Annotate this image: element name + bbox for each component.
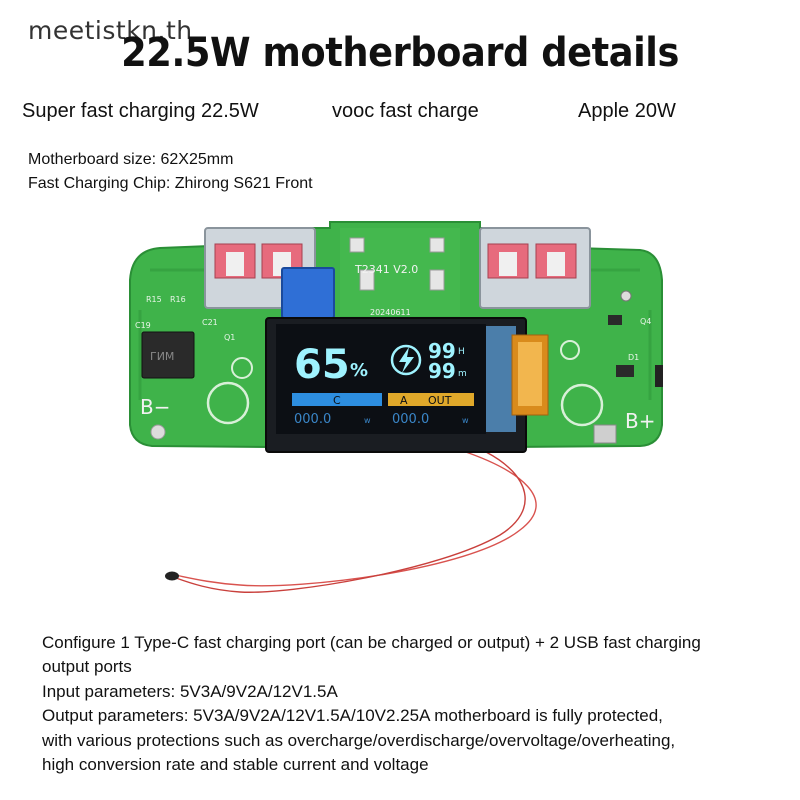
port-a-power: 000.0	[392, 412, 430, 427]
time-minutes: 99	[428, 359, 456, 383]
ic-chip-marking: ГИМ	[150, 350, 175, 363]
feature-vooc: vooc fast charge	[332, 100, 479, 122]
watermark-text: meetistkn.th	[28, 16, 193, 45]
silk-d1: D1	[628, 353, 640, 362]
transistor	[616, 365, 634, 377]
motherboard-illustration	[0, 200, 800, 620]
description-line: output ports	[42, 657, 132, 677]
page-title: 22.5W motherboard details	[121, 30, 679, 76]
thermistor-bead	[165, 572, 179, 581]
feature-apple-20w: Apple 20W	[578, 100, 676, 122]
board-date-label: 20240611	[370, 308, 411, 317]
lcd-display	[266, 318, 548, 452]
description-line: with various protections such as overcharge/overdischarge/overvoltage/overheating,	[42, 730, 676, 750]
board-model-label: T2341 V2.0	[355, 263, 419, 276]
thermistor-wire-a	[175, 450, 536, 586]
description-line: high conversion rate and stable current and voltage	[42, 755, 429, 775]
solder-pad-right	[594, 425, 616, 443]
terminal-b-plus: B+	[625, 409, 656, 433]
silk-q4: Q4	[640, 317, 652, 326]
port-c-power-unit: w	[364, 416, 371, 425]
time-hours: 99	[428, 339, 456, 363]
hour-unit: H	[458, 347, 465, 357]
percent-unit: %	[350, 360, 369, 381]
minute-unit: m	[458, 369, 467, 379]
port-c-power: 000.0	[294, 412, 332, 427]
description-block	[42, 631, 782, 777]
usb-port-right	[480, 228, 590, 308]
description-line: Configure 1 Type-C fast charging port (can be charged or output) + 2 USB fast charging	[42, 633, 701, 652]
port-a-label: A	[400, 394, 408, 407]
solder-pad-left	[151, 425, 165, 439]
battery-percent: 65	[294, 342, 350, 388]
silk-q1: Q1	[224, 333, 236, 342]
feature-super-fast-charging: Super fast charging 22.5W	[22, 100, 259, 122]
silk-r15: R15	[146, 295, 162, 304]
silk-c19: C19	[135, 321, 151, 330]
port-a-power-unit: w	[462, 416, 469, 425]
thermistor-wire-b	[176, 452, 525, 592]
silk-c21: C21	[202, 318, 218, 327]
silk-r16: R16	[170, 295, 186, 304]
side-switch	[655, 365, 663, 387]
port-out-label: OUT	[428, 394, 452, 407]
blue-capacitor	[282, 268, 334, 318]
spec-board-size: Motherboard size: 62X25mm	[28, 151, 234, 168]
port-c-label: C	[333, 394, 341, 407]
mount-hole	[621, 291, 631, 301]
description-line: Input parameters: 5V3A/9V2A/12V1.5A	[42, 681, 338, 701]
terminal-b-minus: B−	[140, 395, 171, 419]
description-line: Output parameters: 5V3A/9V2A/12V1.5A/10V2.25A motherboard is fully protected,	[42, 706, 663, 726]
transistor-q4	[608, 315, 622, 325]
spec-charging-chip: Fast Charging Chip: Zhirong S621 Front	[28, 175, 313, 192]
